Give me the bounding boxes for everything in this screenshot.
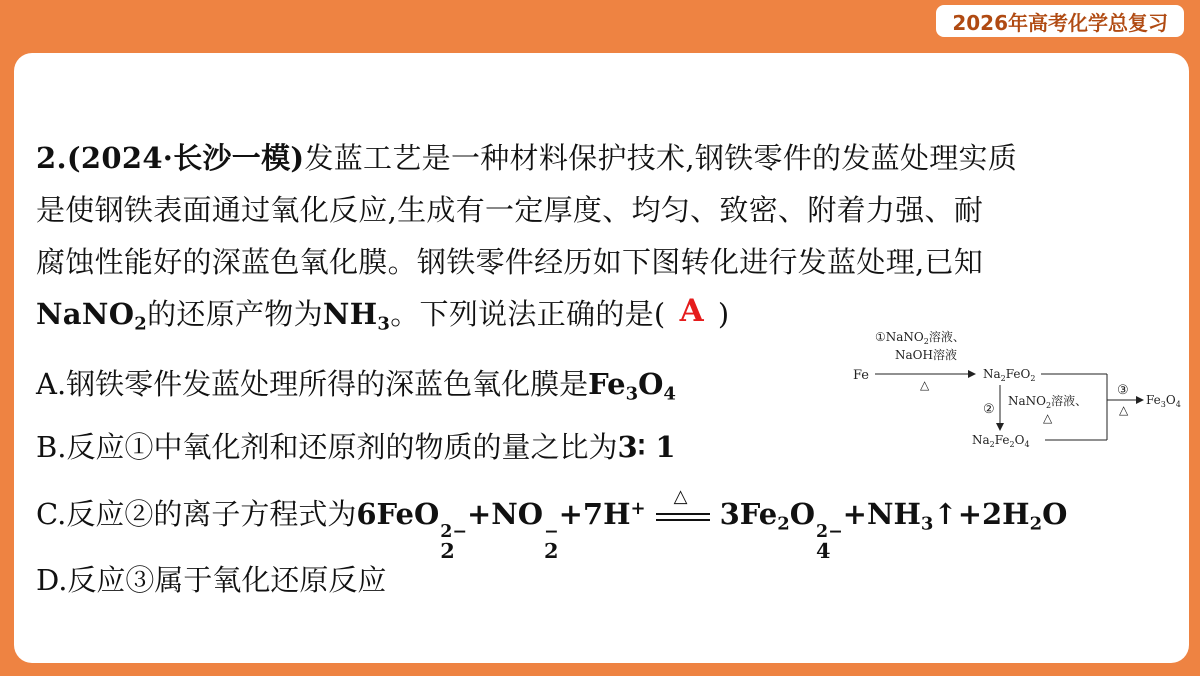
subscript: 4	[815, 538, 831, 564]
step3-number: ③	[1117, 383, 1129, 398]
option-a[interactable]	[36, 362, 676, 403]
stem-text: 的还原产物为	[147, 297, 323, 331]
answer-mark: A	[679, 293, 704, 329]
formula-part: +NO	[466, 497, 544, 531]
fe3o4-label: $Fe_3O_4$	[1146, 393, 1181, 409]
na2feo2-label: $Na_2FeO_2$	[983, 367, 1036, 383]
heat-equals-sign	[654, 486, 712, 528]
fe-label: Fe	[853, 368, 870, 383]
subscript: 4	[663, 383, 676, 405]
subscript: 3	[377, 313, 391, 335]
subscript: 2	[544, 538, 559, 564]
ratio-value: 3∶ 1	[617, 430, 676, 464]
charge: 2−	[440, 522, 467, 543]
formula-part: 3Fe	[719, 497, 778, 531]
subscript: 2	[440, 538, 455, 564]
reaction-flow-diagram	[845, 325, 1190, 460]
formula-part: O	[638, 367, 664, 401]
formula-part: +NH	[842, 497, 921, 531]
charge: −	[544, 522, 559, 543]
subscript: 2	[777, 513, 790, 535]
charge: 2−	[815, 522, 843, 543]
formula-part: Fe	[588, 367, 626, 401]
question-number: 2.	[36, 141, 67, 175]
eq-line	[656, 513, 710, 515]
stem-line-2: 是使钢铁表面通过氧化反应,生成有一定厚度、均匀、致密、附着力强、耐	[36, 193, 984, 227]
formula-part: 6FeO	[356, 497, 440, 531]
step2-heat-icon: △	[1043, 411, 1053, 425]
option-text: D.反应③属于氧化还原反应	[36, 563, 387, 597]
formula-part: O	[789, 497, 815, 531]
subscript: 3	[625, 383, 639, 405]
formula-part: +7H	[558, 497, 631, 531]
ion-charge	[816, 524, 843, 562]
step1-heat-icon: △	[920, 378, 930, 392]
question-stem	[36, 132, 1166, 340]
option-c[interactable]	[36, 486, 1068, 564]
formula-nh3: NH	[322, 297, 378, 331]
step1-reagent-line2: NaOH溶液	[895, 348, 957, 362]
ion-charge	[544, 524, 559, 562]
eq-line	[656, 519, 710, 521]
ionic-equation	[356, 486, 1068, 564]
option-text: C.反应②的离子方程式为	[36, 497, 357, 531]
subscript: 2	[1029, 513, 1043, 535]
option-text: A.钢铁零件发蓝处理所得的深蓝色氧化膜是	[36, 367, 589, 401]
question-source: (2024·长沙一模)	[66, 141, 305, 175]
na2fe2o4-label: $Na_2Fe_2O_4$	[972, 433, 1030, 449]
heat-icon: △	[673, 486, 688, 507]
stem-line-1	[36, 132, 1166, 184]
stem-text: 。下列说法正确的是(	[390, 297, 666, 331]
stem-line-3: 腐蚀性能好的深蓝色氧化膜。钢铁零件经历如下图转化进行发蓝处理,已知	[36, 245, 984, 279]
stem-text: )	[717, 297, 730, 331]
step3-heat-icon: △	[1119, 403, 1129, 417]
step2-reagent: NaNO$_2$溶液、	[1008, 394, 1088, 410]
step1-reagent-line1: ①NaNO$_2$溶液、	[875, 330, 965, 346]
subscript: 3	[920, 513, 934, 535]
ion-charge	[440, 524, 467, 562]
step2-number: ②	[983, 402, 995, 417]
option-text: B.反应①中氧化剂和还原剂的物质的量之比为	[36, 430, 618, 464]
formula-nano2: NaNO	[36, 297, 135, 331]
charge: +	[630, 498, 646, 520]
formula-part: ↑+2H	[933, 497, 1030, 531]
course-badge: 2026年高考化学总复习	[936, 5, 1184, 37]
stem-text: 发蓝工艺是一种材料保护技术,钢铁零件的发蓝处理实质	[304, 141, 1018, 175]
subscript: 2	[134, 313, 148, 335]
option-d[interactable]	[36, 558, 386, 599]
formula-part: O	[1042, 497, 1068, 531]
option-b[interactable]	[36, 425, 676, 466]
